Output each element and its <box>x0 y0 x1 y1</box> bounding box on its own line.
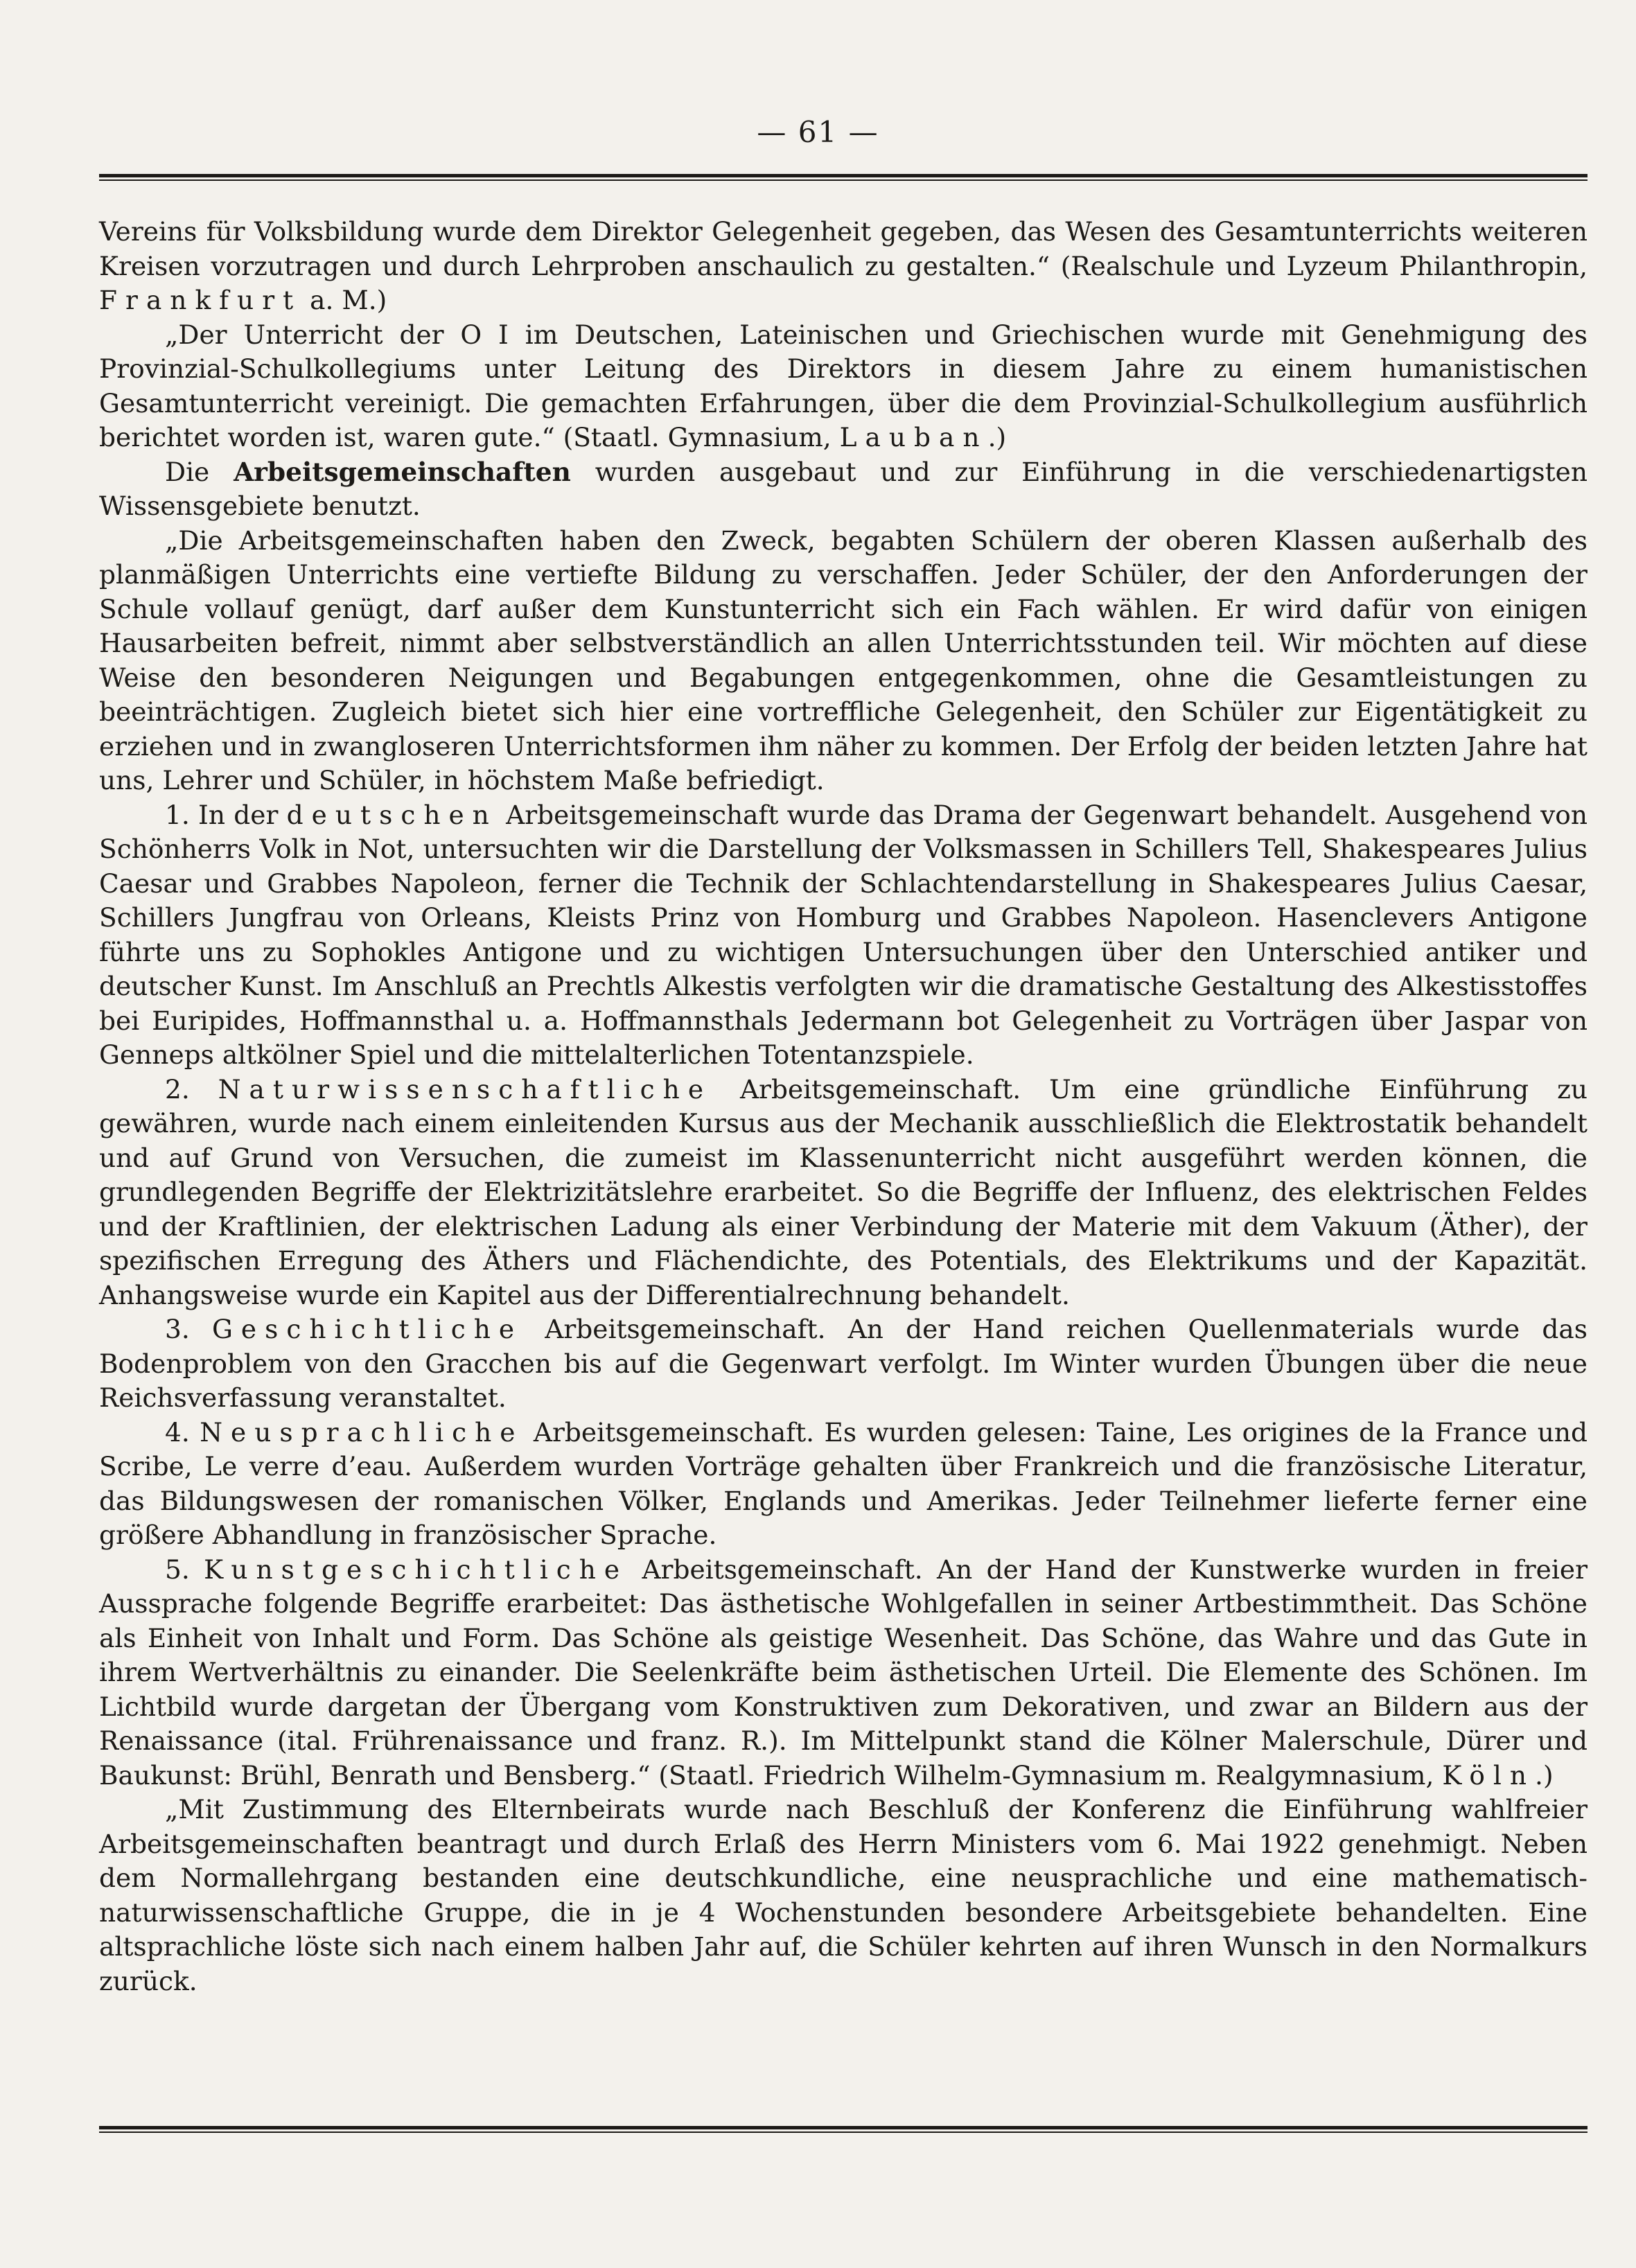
text-run: Vereins für Volksbildung wurde dem Direktor Gelegenheit gegeben, das Wesen des Gesamtunterrichts weiteren Kreisen vorzutragen und durch Lehrproben anschaulich zu gestalten.“ (Realschule und Lyzeum Philanthropin, <box>99 216 1587 281</box>
text-run: .) <box>987 422 1007 452</box>
bold-emphasis: Arbeitsgemeinschaften <box>234 456 571 487</box>
header-rule <box>99 174 1587 181</box>
text-run: 4. <box>165 1416 200 1448</box>
text-run: .) <box>1535 1759 1554 1791</box>
spaced-emphasis: Frankfurt <box>99 285 302 315</box>
paragraph-p7 <box>99 1312 1587 1416</box>
paragraph-p10 <box>99 1793 1587 1998</box>
paragraph-p8 <box>99 1416 1587 1553</box>
paragraph-p9 <box>99 1553 1587 1793</box>
spaced-emphasis: Lauban <box>839 422 988 452</box>
text-run: 3. <box>165 1314 212 1344</box>
text-run: 2. <box>165 1073 218 1105</box>
text-run: a. M.) <box>301 285 387 315</box>
spaced-emphasis: Geschichtliche <box>211 1314 523 1344</box>
text-run: „Mit Zustimmung des Elternbeirats wurde nach Beschluß der Konferenz die Einführung wahlfreier Arbeitsgemeinschaften beantragt und durch Erlaß des Herrn Ministers vom 6. Mai 1922 genehmigt. Neben dem Normallehrgang bestanden eine deutschkundliche, eine neusprachliche und eine mathematisch-naturwissenschaftliche Gruppe, die in je 4 Wochenstunden besondere Arbeitsgebiete behandelten. Eine altsprachliche löste sich nach einem halben Jahr auf, die Schüler kehrten auf ihren Wunsch in den Normalkurs zurück. <box>99 1794 1587 1996</box>
text-run: Die <box>165 456 234 487</box>
text-run: 5. <box>165 1554 204 1585</box>
paragraph-p1 <box>99 215 1587 318</box>
page-body <box>99 215 1587 1998</box>
text-run: Arbeitsgemeinschaft wurde das Drama der Gegenwart behandelt. Ausgehend von Schönherrs Volk in Not, untersuchten wir die Darstellung der Volksmassen in Schillers Tell, Shakespeares Julius Caesar und Grabbes Napoleon, ferner die Technik der Schlachtendarstellung in Shakespeares Julius Caesar, Schillers Jungfrau von Orleans, Kleists Prinz von Homburg und Grabbes Napoleon. Hasenclevers Antigone führte uns zu Sophokles Antigone und zu wichtigen Untersuchungen über den Unterschied antiker und deutscher Kunst. Im Anschluß an Prechtls Alkestis verfolgten wir die dramatische Gestaltung des Alkestisstoffes bei Euripides, Hoffmannsthal u. a. Hoffmannsthals Jedermann bot Gelegenheit zu Vorträgen über Jaspar von Genneps altkölner Spiel und die mittelalterlichen Totentanzspiele. <box>99 799 1587 1070</box>
text-run: Arbeitsgemeinschaft. Es wurden gelesen: Taine, Les origines de la France und Scribe, Le verre d’eau. Außerdem wurden Vorträge gehalten über Frankreich und die französische Literatur, das Bildungswesen der romanischen Völker, Englands und Amerikas. Jeder Teilnehmer lieferte ferner eine größere Abhandlung in französischer Sprache. <box>99 1416 1587 1550</box>
text-run: Arbeitsgemeinschaft. An der Hand der Kunstwerke wurden in freier Aussprache folgende Begriffe erarbeitet: Das ästhetische Wohlgefallen in seiner Artbestimmtheit. Das Schöne als Einheit von Inhalt und Form. Das Schöne als geistige Wesenheit. Das Schöne, das Wahre und das Gute in ihrem Wertverhältnis zu einander. Die Seelenkräfte beim ästhetischen Urteil. Die Elemente des Schönen. Im Lichtbild wurde dargetan der Übergang vom Konstruktiven zum Dekorativen, und zwar an Bildern aus der Renaissance (ital. Frührenaissance und franz. R.). Im Mittelpunkt stand die Kölner Malerschule, Dürer und Baukunst: Brühl, Benrath und Bensberg.“ (Staatl. Friedrich Wilhelm-Gymnasium m. Realgymnasium, <box>99 1554 1587 1791</box>
spaced-emphasis: Naturwissenschaftliche <box>218 1073 712 1105</box>
paragraph-p2 <box>99 318 1587 455</box>
spaced-emphasis: Kunstgeschichtliche <box>204 1554 628 1585</box>
text-run: Arbeitsgemeinschaft. An der Hand reichen Quellenmaterials wurde das Bodenproblem von den Gracchen bis auf die Gegenwart verfolgt. Im Winter wurden Übungen über die neue Reichsverfassung veranstaltet. <box>99 1314 1587 1413</box>
paragraph-p4 <box>99 524 1587 798</box>
text-run: „Die Arbeitsgemeinschaften haben den Zweck, begabten Schülern der oberen Klassen außerhalb des planmäßigen Unterrichts eine vertiefte Bildung zu verschaffen. Jeder Schüler, der den Anforderungen der Schule vollauf genügt, darf außer dem Kunstunterricht sich ein Fach wählen. Er wird dafür von einigen Hausarbeiten befreit, nimmt aber selbstverständlich an allen Unterrichtsstunden teil. Wir möchten auf diese Weise den besonderen Neigungen und Begabungen entgegenkommen, ohne die Gesamtleistungen zu beeinträchtigen. Zugleich bietet sich hier eine vortreffliche Gelegenheit, den Schüler zur Eigentätigkeit zu erziehen und in zwangloseren Unterrichtsformen ihm näher zu kommen. Der Erfolg der beiden letzten Jahre hat uns, Lehrer und Schüler, in höchstem Maße befriedigt. <box>99 525 1587 795</box>
paragraph-p6 <box>99 1073 1587 1313</box>
text-run: wurden ausgebaut und zur Einführung in die verschiedenartigsten Wissensgebiete benutzt. <box>99 456 1588 521</box>
spaced-emphasis: Neusprachliche <box>200 1416 524 1448</box>
footer-rule <box>99 2126 1587 2133</box>
text-run: 1. In der <box>165 799 287 830</box>
paragraph-p3 <box>99 455 1587 524</box>
paragraph-p5 <box>99 798 1587 1073</box>
page-number: — 61 — <box>757 115 879 149</box>
spaced-emphasis: Köln <box>1442 1759 1536 1791</box>
text-run: Arbeitsgemeinschaft. Um eine gründliche Einführung zu gewähren, wurde nach einem einleitenden Kursus aus der Mechanik ausschließlich die Elektrostatik behandelt und auf Grund von Versuchen, die zumeist im Klassenunterricht nicht ausgeführt werden können, die grundlegenden Begriffe der Elektrizitätslehre erarbeitet. So die Begriffe der Influenz, des elektrischen Feldes und der Kraftlinien, der elektrischen Ladung als einer Verbindung der Materie mit dem Vakuum (Äther), der spezifischen Erregung des Äthers und Flächendichte, des Potentials, des Elektrikums und der Kapazität. Anhangsweise wurde ein Kapitel aus der Differentialrechnung behandelt. <box>99 1073 1587 1310</box>
spaced-emphasis: deutschen <box>286 799 498 830</box>
text-run: „Der Unterricht der O I im Deutschen, Lateinischen und Griechischen wurde mit Genehmigung des Provinzial-Schulkollegiums unter Leitung des Direktors in diesem Jahre zu einem humanistischen Gesamtunterricht vereinigt. Die gemachten Erfahrungen, über die dem Provinzial-Schulkollegium ausführlich berichtet worden ist, waren gute.“ (Staatl. Gymnasium, <box>99 319 1587 452</box>
